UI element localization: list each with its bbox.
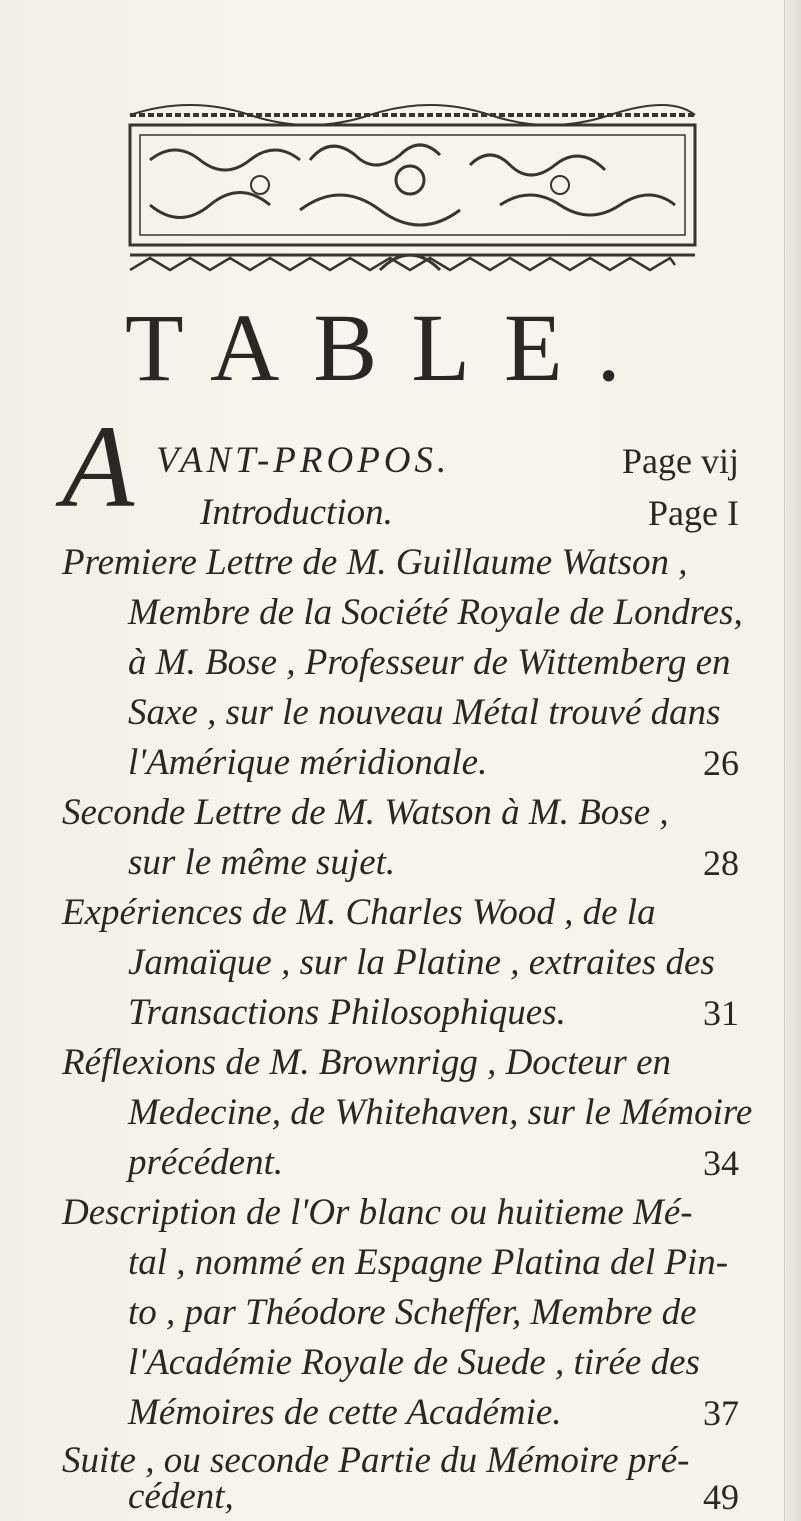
toc-entry-6-line: cédent, xyxy=(128,1476,234,1517)
page-title: TABLE. xyxy=(125,294,655,401)
toc-entry-6-line: Suite , ou seconde Partie du Mémoire pré- xyxy=(62,1440,690,1481)
toc-entry-1-line: à M. Bose , Professeur de Wittemberg en xyxy=(128,642,731,683)
toc-entry-5-line: tal , nommé en Espagne Platina del Pin- xyxy=(128,1242,729,1283)
avant-propos-title: VANT-PROPOS. xyxy=(156,440,451,481)
headpiece-ornament xyxy=(110,80,710,300)
toc-entry-4-page: 34 xyxy=(703,1143,739,1183)
toc-entry-1-line: Saxe , sur le nouveau Métal trouvé dans xyxy=(128,692,721,733)
toc-entry-1-page: 26 xyxy=(703,743,739,783)
toc-entry-5-page: 37 xyxy=(703,1393,739,1433)
avant-propos-page: Page vij xyxy=(622,441,739,481)
toc-entry-4-line: précédent. xyxy=(128,1142,284,1183)
toc-entry-4-line: Réflexions de M. Brownrigg , Docteur en xyxy=(62,1042,672,1083)
page-edge xyxy=(784,0,801,1521)
toc-entry-5-line: to , par Théodore Scheffer, Membre de xyxy=(128,1292,697,1333)
toc-entry-2-page: 28 xyxy=(703,843,739,883)
toc-entry-3-line: Transactions Philosophiques. xyxy=(128,992,566,1033)
toc-entry-1-line: l'Amérique méridionale. xyxy=(128,742,488,783)
toc-entry-3-line: Expériences de M. Charles Wood , de la xyxy=(62,892,656,933)
toc-entry-1-line: Premiere Lettre de M. Guillaume Watson , xyxy=(62,542,688,583)
toc-entry-6-page: 49 xyxy=(703,1477,739,1517)
introduction-page: Page I xyxy=(648,493,739,533)
toc-entry-3-line: Jamaïque , sur la Platine , extraites des xyxy=(128,942,715,983)
toc-entry-5-line: Description de l'Or blanc ou huitieme Mé- xyxy=(62,1192,693,1233)
toc-entry-5-line: l'Académie Royale de Suede , tirée des xyxy=(128,1342,700,1383)
toc-entry-1-line: Membre de la Société Royale de Londres, xyxy=(128,592,743,633)
drop-cap: A xyxy=(62,401,135,532)
toc-entry-2-line: Seconde Lettre de M. Watson à M. Bose , xyxy=(62,792,669,833)
toc-entry-3-page: 31 xyxy=(703,993,739,1033)
toc-entry-4-line: Medecine, de Whitehaven, sur le Mémoire xyxy=(128,1092,753,1133)
toc-entry-2-line: sur le même sujet. xyxy=(128,842,396,883)
toc-entry-5-line: Mémoires de cette Académie. xyxy=(128,1392,562,1433)
introduction-title: Introduction. xyxy=(200,492,393,533)
